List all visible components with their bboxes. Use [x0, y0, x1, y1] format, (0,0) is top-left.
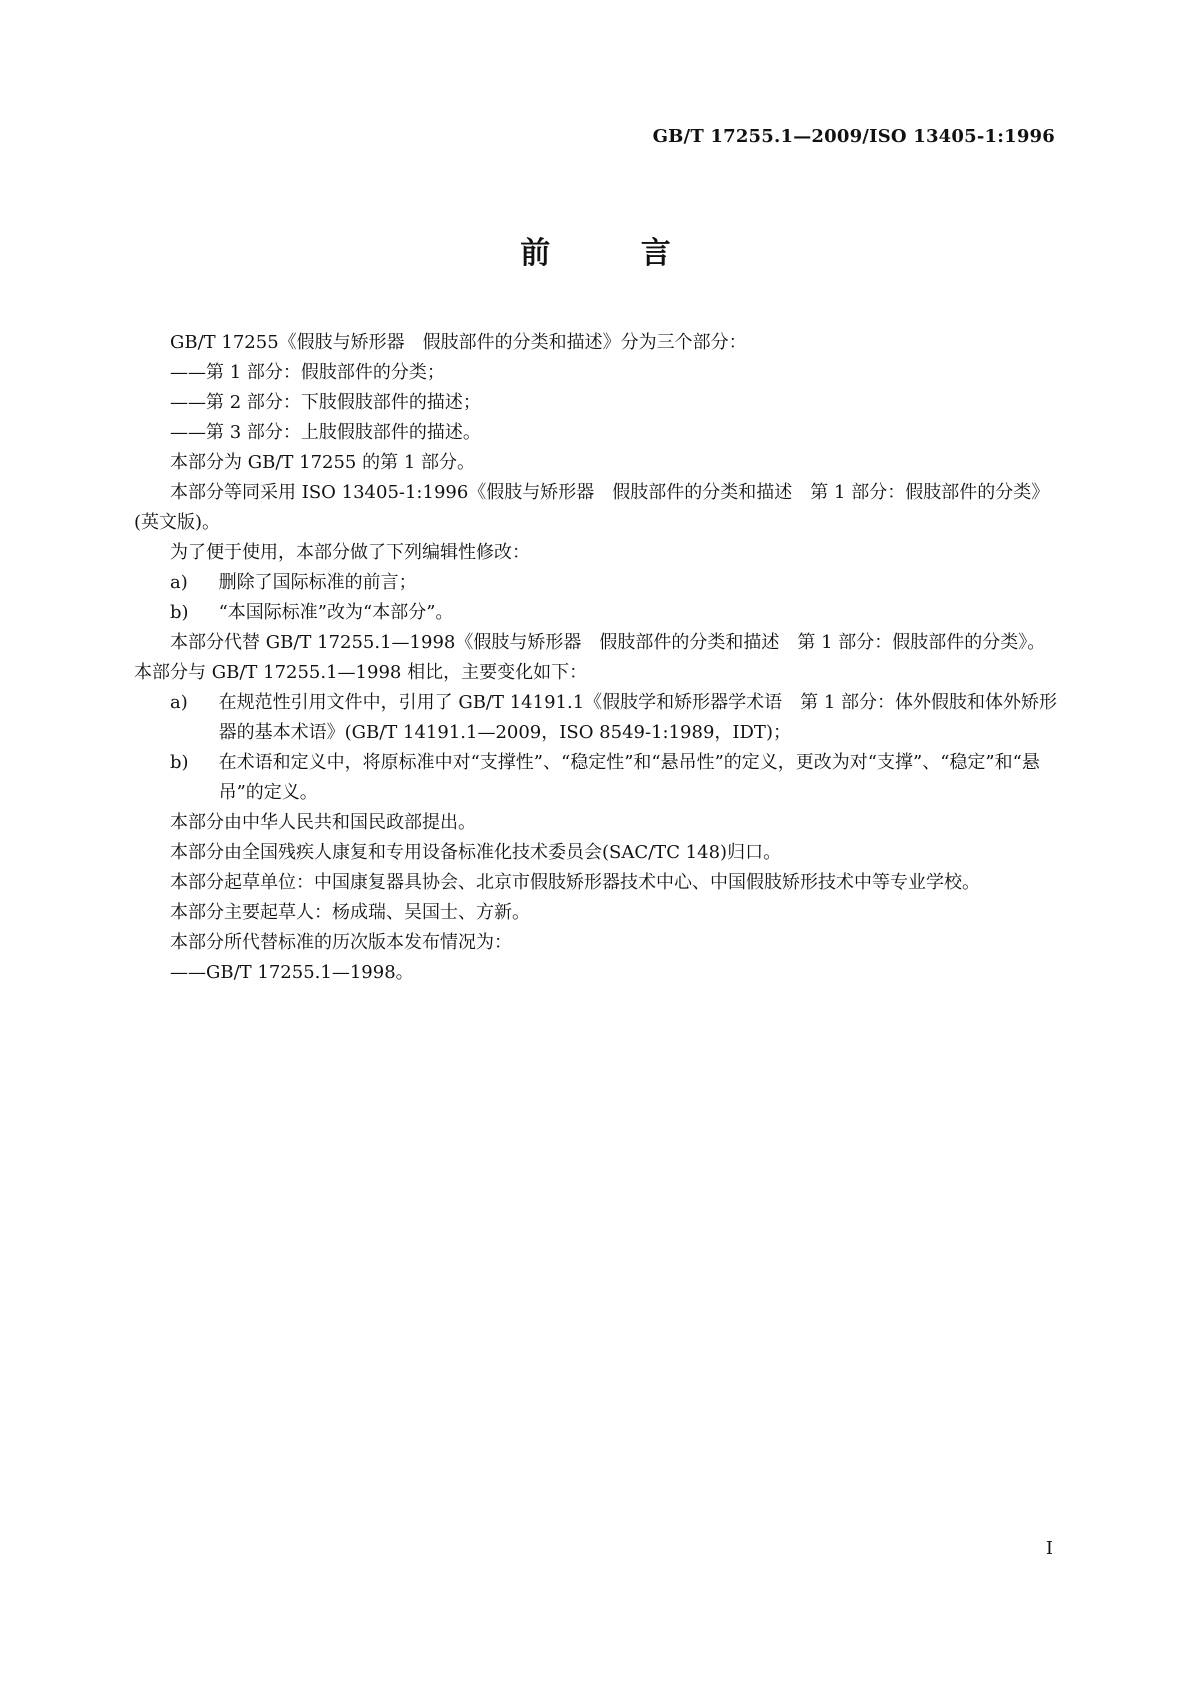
paragraph-this-part: 本部分为 GB/T 17255 的第 1 部分。 [170, 452, 475, 473]
standard-code-header: GB/T 17255.1—2009/ISO 13405-1:1996 [652, 126, 1055, 147]
list-item [134, 598, 1063, 628]
paragraph-editorial-changes: 为了便于使用，本部分做了下列编辑性修改： [170, 542, 530, 563]
dash-item-part3: ——第 3 部分：上肢假肢部件的描述。 [170, 422, 481, 443]
page-number: I [1045, 1538, 1053, 1559]
list-item-label: a) [170, 692, 188, 713]
dash-item-part1: ——第 1 部分：假肢部件的分类； [170, 362, 445, 383]
paragraph-proposed-by: 本部分由中华人民共和国民政部提出。 [170, 812, 476, 833]
list-item-text: 在术语和定义中，将原标准中对“支撑性”、“稳定性”和“悬吊性”的定义，更改为对“支撑”、“稳定”和“悬吊”的定义。 [218, 752, 1040, 803]
paragraph-centralized-by: 本部分由全国残疾人康复和专用设备标准化技术委员会(SAC/TC 148)归口。 [170, 842, 782, 863]
list-item-text: 在规范性引用文件中，引用了 GB/T 14191.1《假肢学和矫形器学术语 第 1 部分：体外假肢和体外矫形器的基本术语》(GB/T 14191.1—2009，ISO 8549-1:1989，IDT)； [218, 692, 1058, 743]
list-item [134, 688, 1063, 748]
dash-item-history: ——GB/T 17255.1—1998。 [170, 962, 414, 983]
page-title: 前 言 [520, 236, 711, 271]
paragraph-drafting-units: 本部分起草单位：中国康复器具协会、北京市假肢矫形器技术中心、中国假肢矫形技术中等专业学校。 [170, 872, 980, 893]
list-item-text: 删除了国际标准的前言； [218, 572, 417, 593]
list-item-text: “本国际标准”改为“本部分”。 [218, 602, 454, 623]
list-item-label: b) [170, 602, 189, 623]
list-item [134, 748, 1063, 808]
list-item-label: b) [170, 752, 189, 773]
paragraph-drafters: 本部分主要起草人：杨成瑞、吴国士、方新。 [170, 902, 530, 923]
paragraph-replaces: 本部分代替 GB/T 17255.1—1998《假肢与矫形器 假肢部件的分类和描述 第 1 部分：假肢部件的分类》。本部分与 GB/T 17255.1—1998 相比，主要变化如下： [134, 632, 1046, 683]
paragraph-history: 本部分所代替标准的历次版本发布情况为： [170, 932, 512, 953]
list-item-label: a) [170, 572, 188, 593]
list-item [134, 568, 1063, 598]
paragraph-parts-intro: GB/T 17255《假肢与矫形器 假肢部件的分类和描述》分为三个部分： [170, 332, 747, 353]
foreword-body [134, 328, 1063, 988]
dash-item-part2: ——第 2 部分：下肢假肢部件的描述； [170, 392, 481, 413]
paragraph-equivalence: 本部分等同采用 ISO 13405-1:1996《假肢与矫形器 假肢部件的分类和描述 第 1 部分：假肢部件的分类》(英文版)。 [134, 482, 1050, 533]
